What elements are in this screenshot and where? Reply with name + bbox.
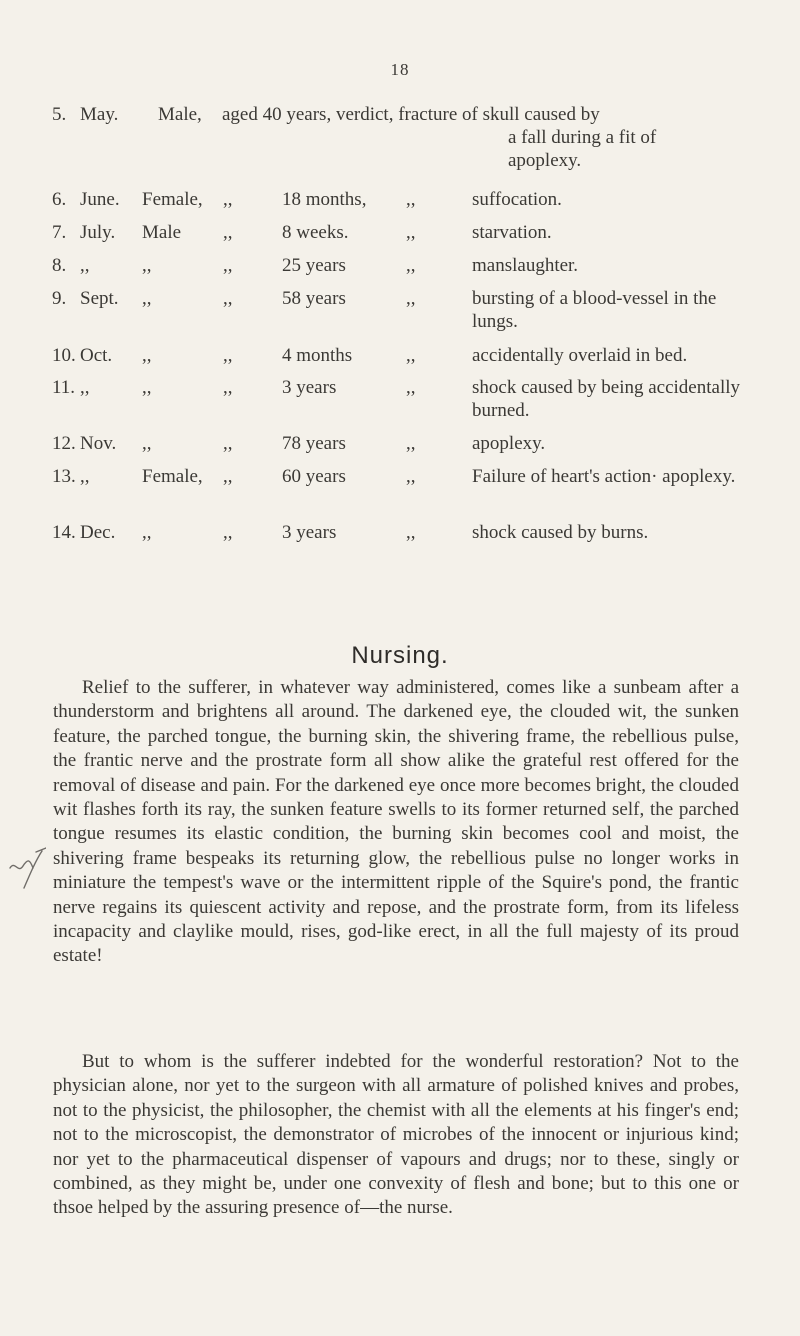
entry-verdict-ditto: ,, [406,189,416,210]
entry-aged-ditto: ,, [223,466,233,487]
pencil-margin-mark [6,846,46,890]
entry-age: 25 years [282,255,346,276]
entry-cause: accidentally overlaid in bed. [472,345,688,366]
entry-cause: suffocation. [472,189,562,210]
entry-cause: shock caused by being accidentally burned. [472,377,741,421]
entry-cause-continued: a fall during a fit of apoplexy. [508,127,657,171]
page-number: 18 [390,60,410,79]
entry-month: Dec. [80,522,116,543]
entry-number: 9. [52,288,67,309]
entry-aged-ditto: ,, [223,189,233,210]
entry-number: 14. [52,522,76,543]
entry-number: 10. [52,345,76,366]
entry-sex: ,, [142,255,152,276]
entry-cause: shock caused by burns. [472,522,649,543]
entry-month: ,, [80,377,90,398]
entry-aged-ditto: ,, [223,522,233,543]
entry-cause: Failure of heart's action· apoplexy. [472,466,736,487]
entry-age: 78 years [282,433,346,454]
entry-sex: Male [142,222,182,243]
entry-verdict-ditto: ,, [406,522,416,543]
entry-number: 6. [52,189,67,210]
entry-sex: ,, [142,345,152,366]
entry-month: Oct. [80,345,113,366]
entry-sex: ,, [142,522,152,543]
entry-month: ,, [80,466,90,487]
entry-aged-ditto: ,, [223,288,233,309]
entry-age: 8 weeks. [282,222,349,243]
entry-verdict-ditto: ,, [406,222,416,243]
entry-month: July. [80,222,116,243]
entry-number: 12. [52,433,76,454]
entry-cause: manslaughter. [472,255,579,276]
body-paragraph: But to whom is the sufferer indebted for the wonderful restoration? Not to the physician alone, nor yet to the surgeon with all armature of polished knives and probes, not to the physicist, the philosopher, the chemist with all the elements at his finger's end; not to the microscopist, the demonstrator of microbes of the innocent or injurious kind; nor yet to the pharmaceutical dispenser of vapours and drugs; nor to these, singly or combined, as they might be, under one convexity of flesh and bone; but to this one or thsoe helped by the assuring presence of—the nurse. [53,1051,739,1219]
section-heading: Nursing. [351,642,449,669]
body-paragraph: Relief to the sufferer, in whatever way administered, comes like a sunbeam after a thunderstorm and brightens all around. The darkened eye, the clouded wit, the sunken feature, the parched tongue, the burning skin, the shivering frame, the rebellious pulse, the frantic nerve and the prostrate form all show alike the grateful rest offered for the removal of disease and pain. For the darkened eye once more becomes bright, the clouded wit flashes forth its ray, the sunken feature swells to its former returned self, the parched tongue resumes its elastic condition, the burning skin becomes cool and moist, the shivering frame bespeaks its returning glow, the rebellious pulse no longer works in miniature the tempest's wave or the intermittent ripple of the Squire's pond, the frantic nerve regains its quiescent activity and repose, and the prostrate form, from its lifeless incapacity and claylike mould, rises, god-like erect, in all the full majesty of its proud estate! [53,677,739,967]
entry-cause: apoplexy. [472,433,546,454]
entry-age: 3 years [282,522,337,543]
entry-sex: ,, [142,433,152,454]
entry-age: 58 years [282,288,346,309]
entry-aged-ditto: ,, [223,433,233,454]
entry-number: 5. [52,104,67,125]
entry-aged-ditto: ,, [223,377,233,398]
entry-sex: Female, [142,466,203,487]
entry-lead-text: aged 40 years, verdict, fracture of skull caused by [222,104,600,125]
entry-month: Sept. [80,288,119,309]
entry-age: 4 months [282,345,353,366]
entry-cause: starvation. [472,222,552,243]
entry-aged-ditto: ,, [223,345,233,366]
entry-sex: Female, [142,189,203,210]
entry-month: June. [80,189,120,210]
entry-verdict-ditto: ,, [406,288,416,309]
entry-month: ,, [80,255,90,276]
entry-age: 3 years [282,377,337,398]
entry-month: Nov. [80,433,117,454]
entry-age: 60 years [282,466,346,487]
entry-verdict-ditto: ,, [406,345,416,366]
entry-age: 18 months, [282,189,367,210]
entry-aged-ditto: ,, [223,222,233,243]
entry-number: 8. [52,255,67,276]
entry-verdict-ditto: ,, [406,255,416,276]
entry-aged-ditto: ,, [223,255,233,276]
entry-month: May. [80,104,119,125]
entry-cause: bursting of a blood-vessel in the lungs. [472,288,717,332]
entry-sex: ,, [142,288,152,309]
entry-number: 11. [52,377,76,398]
entry-number: 13. [52,466,76,487]
entry-verdict-ditto: ,, [406,377,416,398]
entry-sex: Male, [158,104,202,125]
entry-number: 7. [52,222,67,243]
entry-sex: ,, [142,377,152,398]
entry-verdict-ditto: ,, [406,466,416,487]
entry-verdict-ditto: ,, [406,433,416,454]
